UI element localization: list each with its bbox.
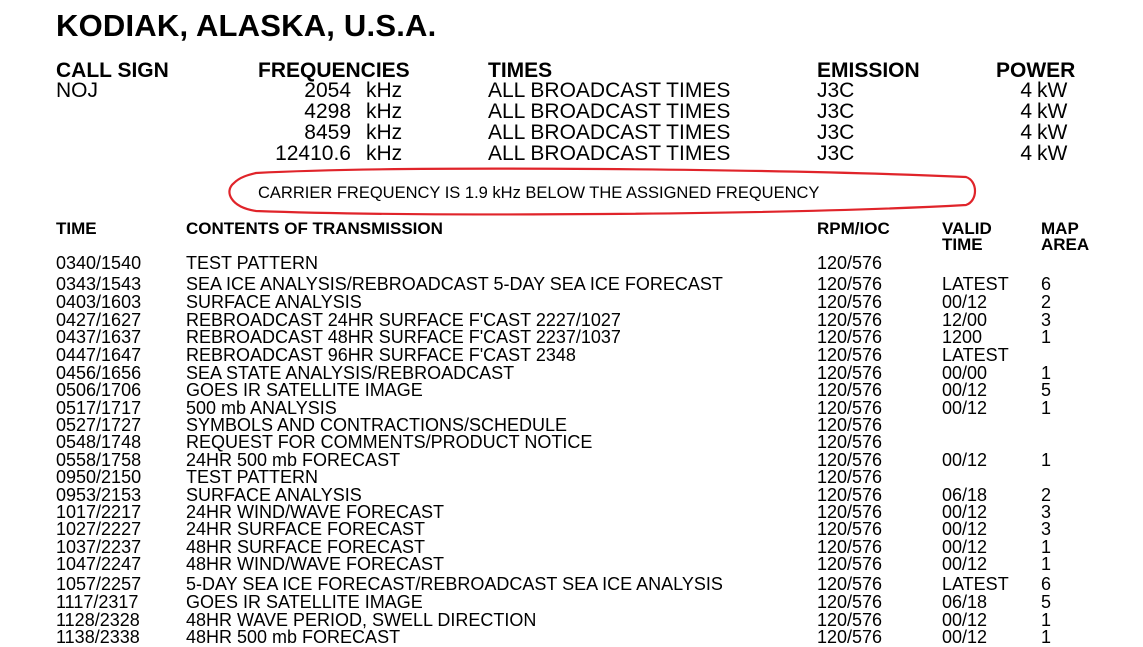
row-time: 1117/2317 — [56, 592, 139, 612]
row-map-area: 6 — [1041, 574, 1052, 594]
call-sign-value: NOJ — [56, 79, 98, 102]
frequency-value: 12410.6 — [275, 142, 351, 165]
row-valid-time: 00/12 — [942, 519, 988, 539]
row-time: 1047/2247 — [56, 554, 142, 574]
row-rpm-ioc: 120/576 — [817, 554, 883, 574]
frequency-unit: kHz — [366, 121, 403, 144]
frequency-value: 4298 — [304, 100, 351, 123]
row-map-area: 1 — [1041, 610, 1052, 630]
row-map-area: 5 — [1041, 380, 1052, 400]
row-valid-time: LATEST — [942, 574, 1009, 594]
row-rpm-ioc: 120/576 — [817, 450, 883, 470]
row-rpm-ioc: 120/576 — [817, 610, 883, 630]
row-contents: GOES IR SATELLITE IMAGE — [186, 592, 423, 612]
row-contents: SURFACE ANALYSIS — [186, 485, 362, 505]
row-valid-time: 1200 — [942, 327, 983, 347]
row-valid-time: 00/12 — [942, 450, 988, 470]
row-valid-time: 00/00 — [942, 363, 988, 383]
row-time: 1037/2237 — [56, 537, 142, 557]
emission-value: J3C — [817, 100, 855, 123]
row-contents: 48HR SURFACE FORECAST — [186, 537, 426, 557]
power-unit: kW — [1037, 121, 1068, 144]
row-rpm-ioc: 120/576 — [817, 415, 883, 435]
row-contents: REBROADCAST 96HR SURFACE F'CAST 2348 — [186, 345, 576, 365]
power-value: 4 — [1020, 79, 1032, 102]
row-time: 0437/1637 — [56, 327, 142, 347]
power-value: 4 — [1020, 121, 1032, 144]
row-time: 1057/2257 — [56, 574, 142, 594]
row-rpm-ioc: 120/576 — [817, 398, 883, 418]
power-value: 4 — [1020, 142, 1032, 165]
row-valid-time: LATEST — [942, 345, 1009, 365]
row-valid-time: 00/12 — [942, 554, 988, 574]
row-rpm-ioc: 120/576 — [817, 363, 883, 383]
header-rpm-ioc: RPM/IOC — [817, 219, 890, 238]
row-time: 1128/2328 — [56, 610, 140, 630]
broadcast-times: ALL BROADCAST TIMES — [488, 142, 731, 165]
row-rpm-ioc: 120/576 — [817, 485, 883, 505]
row-contents: 24HR 500 mb FORECAST — [186, 450, 401, 470]
row-rpm-ioc: 120/576 — [817, 502, 883, 522]
power-unit: kW — [1037, 142, 1068, 165]
power-unit: kW — [1037, 100, 1068, 123]
row-contents: GOES IR SATELLITE IMAGE — [186, 380, 423, 400]
row-contents: SURFACE ANALYSIS — [186, 292, 362, 312]
row-rpm-ioc: 120/576 — [817, 432, 883, 452]
row-map-area: 5 — [1041, 592, 1052, 612]
row-valid-time: 00/12 — [942, 537, 988, 557]
row-time: 1138/2338 — [56, 627, 140, 647]
row-map-area: 1 — [1041, 398, 1052, 418]
header-map: MAP — [1041, 219, 1079, 238]
row-contents: SYMBOLS AND CONTRACTIONS/SCHEDULE — [186, 415, 568, 435]
row-contents: 5-DAY SEA ICE FORECAST/REBROADCAST SEA ICE ANALYSIS — [186, 574, 723, 594]
frequency-unit: kHz — [366, 100, 403, 123]
row-map-area: 1 — [1041, 327, 1052, 347]
row-valid-time: LATEST — [942, 274, 1009, 294]
row-rpm-ioc: 120/576 — [817, 345, 883, 365]
frequency-value: 8459 — [304, 121, 351, 144]
row-map-area: 2 — [1041, 485, 1052, 505]
row-contents: SEA STATE ANALYSIS/REBROADCAST — [186, 363, 515, 383]
header-call-sign: CALL SIGN — [56, 59, 169, 82]
header-map-area: AREA — [1041, 235, 1090, 254]
row-map-area: 1 — [1041, 554, 1052, 574]
row-valid-time: 00/12 — [942, 627, 988, 647]
row-contents: 24HR WIND/WAVE FORECAST — [186, 502, 445, 522]
row-map-area: 3 — [1041, 310, 1052, 330]
row-time: 0506/1706 — [56, 380, 142, 400]
row-valid-time: 00/12 — [942, 380, 988, 400]
row-valid-time: 00/12 — [942, 610, 988, 630]
row-rpm-ioc: 120/576 — [817, 274, 883, 294]
frequency-unit: kHz — [366, 142, 403, 165]
row-time: 0953/2153 — [56, 485, 142, 505]
broadcast-times: ALL BROADCAST TIMES — [488, 121, 731, 144]
power-unit: kW — [1037, 79, 1068, 102]
row-valid-time: 06/18 — [942, 592, 988, 612]
emission-value: J3C — [817, 79, 855, 102]
row-contents: REQUEST FOR COMMENTS/PRODUCT NOTICE — [186, 432, 593, 452]
row-rpm-ioc: 120/576 — [817, 380, 883, 400]
row-contents: REBROADCAST 24HR SURFACE F'CAST 2227/1027 — [186, 310, 621, 330]
row-rpm-ioc: 120/576 — [817, 292, 883, 312]
emission-value: J3C — [817, 142, 855, 165]
row-rpm-ioc: 120/576 — [817, 537, 883, 557]
row-time: 1017/2217 — [56, 502, 142, 522]
header-time: TIME — [56, 219, 97, 238]
frequency-unit: kHz — [366, 79, 403, 102]
row-rpm-ioc: 120/576 — [817, 327, 883, 347]
row-map-area: 3 — [1041, 502, 1052, 522]
row-contents: 48HR WAVE PERIOD, SWELL DIRECTION — [186, 610, 537, 630]
row-map-area: 3 — [1041, 519, 1052, 539]
broadcast-times: ALL BROADCAST TIMES — [488, 79, 731, 102]
row-map-area: 1 — [1041, 537, 1052, 557]
row-valid-time: 00/12 — [942, 398, 988, 418]
row-map-area: 6 — [1041, 274, 1052, 294]
row-contents: TEST PATTERN — [186, 253, 319, 273]
row-rpm-ioc: 120/576 — [817, 574, 883, 594]
broadcast-times: ALL BROADCAST TIMES — [488, 100, 731, 123]
row-time: 0517/1717 — [56, 398, 142, 418]
row-rpm-ioc: 120/576 — [817, 519, 883, 539]
row-time: 0527/1727 — [56, 415, 142, 435]
header-power: POWER — [996, 59, 1076, 82]
row-time: 0343/1543 — [56, 274, 142, 294]
row-time: 0403/1603 — [56, 292, 142, 312]
header-frequencies: FREQUENCIES — [258, 59, 410, 82]
row-time: 0340/1540 — [56, 253, 142, 273]
row-rpm-ioc: 120/576 — [817, 627, 883, 647]
emission-value: J3C — [817, 121, 855, 144]
row-valid-time: 00/12 — [942, 292, 988, 312]
header-times: TIMES — [488, 59, 553, 82]
row-contents: REBROADCAST 48HR SURFACE F'CAST 2237/1037 — [186, 327, 621, 347]
row-contents: SEA ICE ANALYSIS/REBROADCAST 5-DAY SEA ICE FORECAST — [186, 274, 723, 294]
row-time: 1027/2227 — [56, 519, 142, 539]
page-title: KODIAK, ALASKA, U.S.A. — [56, 8, 437, 43]
carrier-frequency-note: CARRIER FREQUENCY IS 1.9 kHz BELOW THE ASSIGNED FREQUENCY — [258, 184, 820, 202]
row-rpm-ioc: 120/576 — [817, 592, 883, 612]
row-contents: TEST PATTERN — [186, 467, 319, 487]
row-rpm-ioc: 120/576 — [817, 467, 883, 487]
row-map-area: 1 — [1041, 450, 1052, 470]
row-time: 0447/1647 — [56, 345, 142, 365]
row-time: 0427/1627 — [56, 310, 142, 330]
row-time: 0558/1758 — [56, 450, 142, 470]
header-contents: CONTENTS OF TRANSMISSION — [186, 219, 443, 238]
row-map-area: 2 — [1041, 292, 1052, 312]
power-value: 4 — [1020, 100, 1032, 123]
row-rpm-ioc: 120/576 — [817, 310, 883, 330]
row-valid-time: 00/12 — [942, 502, 988, 522]
row-valid-time: 12/00 — [942, 310, 988, 330]
row-contents: 48HR 500 mb FORECAST — [186, 627, 401, 647]
row-map-area: 1 — [1041, 363, 1052, 383]
header-valid: VALID — [942, 219, 992, 238]
frequency-value: 2054 — [304, 79, 351, 102]
row-time: 0950/2150 — [56, 467, 142, 487]
row-time: 0456/1656 — [56, 363, 142, 383]
header-emission: EMISSION — [817, 59, 920, 82]
row-time: 0548/1748 — [56, 432, 142, 452]
row-contents: 48HR WIND/WAVE FORECAST — [186, 554, 445, 574]
row-rpm-ioc: 120/576 — [817, 253, 883, 273]
row-map-area: 1 — [1041, 627, 1052, 647]
row-contents: 500 mb ANALYSIS — [186, 398, 337, 418]
row-contents: 24HR SURFACE FORECAST — [186, 519, 426, 539]
row-valid-time: 06/18 — [942, 485, 988, 505]
header-valid-time: TIME — [942, 235, 983, 254]
